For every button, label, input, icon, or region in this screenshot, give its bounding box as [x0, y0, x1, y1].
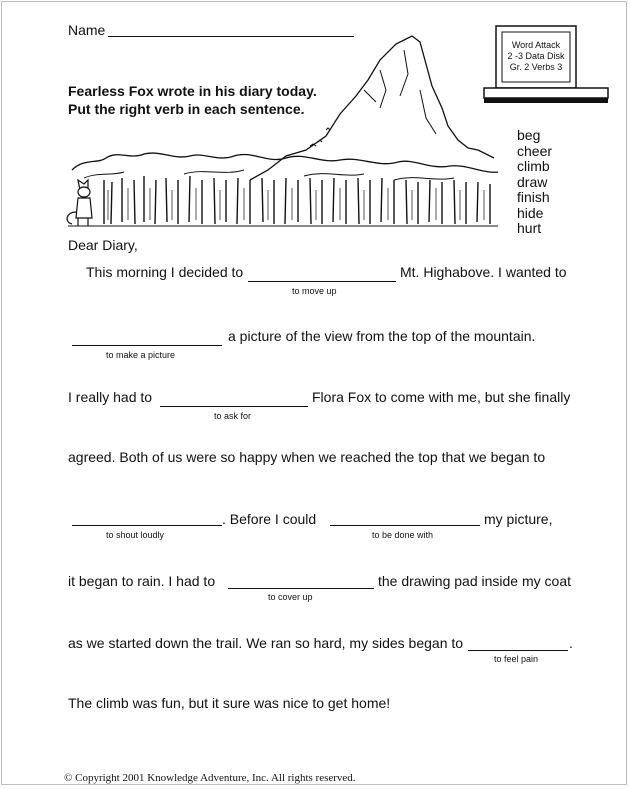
- word-bank-item: hide: [517, 204, 544, 221]
- answer-blank-3[interactable]: [160, 406, 308, 407]
- monitor-line-1: Word Attack: [511, 40, 561, 50]
- word-bank-item: finish: [517, 189, 550, 205]
- word-bank-item: climb: [517, 158, 550, 174]
- sentence-3-end: Flora Fox to come with me, but she finally: [312, 389, 571, 405]
- sentence-6-start: it began to rain. I had to: [68, 573, 216, 589]
- sentence-1-end: Mt. Highabove. I wanted to: [400, 264, 567, 280]
- answer-blank-2[interactable]: [72, 345, 222, 346]
- word-bank-item: hurt: [517, 220, 542, 236]
- worksheet-page: [1, 1, 627, 785]
- word-bank: [517, 128, 552, 237]
- name-label: Name: [68, 22, 106, 38]
- answer-blank-4[interactable]: [72, 525, 222, 526]
- sentence-8: The climb was fun, but it sure was nice to get home!: [68, 695, 391, 711]
- monitor-line-2: 2 -3 Data Disk: [507, 51, 565, 61]
- answer-blank-1[interactable]: [248, 281, 396, 282]
- hint-4: to shout loudly: [106, 530, 165, 540]
- monitor-caption: [504, 40, 568, 73]
- sentence-6-end: the drawing pad inside my coat: [378, 573, 571, 589]
- fox-figure: [67, 180, 92, 226]
- instructions-line-1: Fearless Fox wrote in his diary today.: [68, 83, 317, 99]
- word-bank-item: cheer: [517, 142, 553, 159]
- sentence-4: agreed. Both of us were so happy when we reached the top that we began to: [68, 449, 546, 465]
- sentence-7-start: as we started down the trail. We ran so hard, my sides began to: [68, 635, 464, 651]
- hint-7: to feel pain: [494, 654, 539, 664]
- sentence-2: a picture of the view from the top of the mountain.: [228, 328, 536, 344]
- hint-3: to ask for: [214, 411, 252, 421]
- hint-5: to be done with: [372, 530, 434, 540]
- hint-1: to move up: [292, 286, 337, 296]
- sentence-5-mid: . Before I could: [222, 511, 317, 527]
- mountain-forest-illustration: [64, 30, 502, 232]
- sentence-3-start: I really had to: [68, 389, 153, 405]
- word-bank-item: draw: [517, 173, 548, 190]
- sentence-7-end: .: [569, 635, 573, 651]
- hint-6: to cover up: [268, 592, 313, 602]
- answer-blank-7[interactable]: [468, 650, 568, 651]
- copyright: © Copyright 2001 Knowledge Adventure, Inc. All rights reserved.: [64, 772, 356, 784]
- sentence-1-start: This morning I decided to: [86, 264, 244, 280]
- diary-greeting: Dear Diary,: [68, 237, 138, 253]
- hint-2: to make a picture: [106, 350, 176, 360]
- word-bank-item: beg: [517, 127, 541, 143]
- sentence-5-end: my picture,: [484, 511, 553, 527]
- monitor-line-3: Gr. 2 Verbs 3: [509, 62, 563, 72]
- instructions-line-2: Put the right verb in each sentence.: [68, 101, 305, 117]
- answer-blank-5[interactable]: [330, 525, 480, 526]
- answer-blank-6[interactable]: [228, 588, 374, 589]
